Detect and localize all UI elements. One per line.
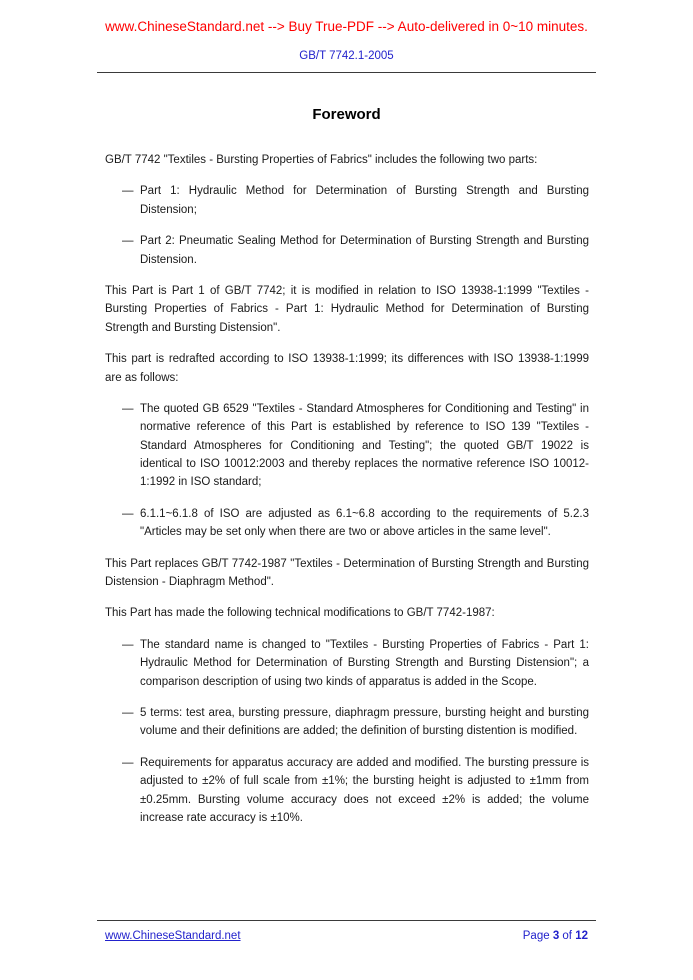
list-item-text: Requirements for apparatus accuracy are added and modified. The bursting pressure is adjusted to ±2% of full scale from ±1%; the bursting height is adjusted to ±1mm from ±0.25mm. Bursting volume accuracy does not exceed ±2% is added; the volume increase rate accuracy is ±10%.: [140, 756, 589, 824]
list-item-text: 5 terms: test area, bursting pressure, diaphragm pressure, bursting height and bursting volume and their definitions are added; the definition of bursting distention is modified.: [140, 706, 589, 738]
dash-marker: —: [122, 706, 134, 719]
footer-row: [97, 930, 596, 942]
list-item-text: The standard name is changed to "Textiles - Bursting Properties of Fabrics - Part 1: Hydraulic Method for Determination of Bursting Strength and Bursting Distension"; a comparison description of using two kinds of apparatus is added in the Scope.: [140, 638, 589, 688]
body-content: [97, 151, 596, 827]
list-item: [105, 704, 589, 741]
page-title: Foreword: [312, 106, 381, 123]
list-item-text: Part 2: Pneumatic Sealing Method for Determination of Bursting Strength and Bursting Distension.: [140, 235, 589, 266]
page-label-infix: of: [559, 930, 576, 942]
header-rule: [97, 72, 596, 73]
dash-marker: —: [122, 756, 134, 769]
list-item: [105, 232, 589, 269]
dash-marker: —: [122, 507, 134, 520]
dash-marker: —: [122, 185, 134, 198]
dash-marker: —: [122, 638, 134, 651]
list-item: [105, 754, 589, 828]
paragraph: GB/T 7742 "Textiles - Bursting Properties of Fabrics" includes the following two parts:: [105, 154, 538, 166]
page-indicator: [523, 930, 588, 942]
paragraph: This Part is Part 1 of GB/T 7742; it is modified in relation to ISO 13938-1:1999 "Textiles - Bursting Properties of Fabrics - Part 1: Hydraulic Method for Determination of Bursting Strength and Bursting Distension".: [105, 284, 589, 334]
dash-marker: —: [122, 402, 134, 415]
page-number: 3: [552, 930, 560, 942]
footer-rule: [97, 920, 596, 921]
paragraph: This Part replaces GB/T 7742-1987 "Textiles - Determination of Bursting Strength and Bursting Distension - Diaphragm Method".: [105, 557, 589, 589]
list-item: [105, 636, 589, 691]
page-total: 12: [575, 930, 588, 942]
paragraph: This part is redrafted according to ISO 13938-1:1999; its differences with ISO 13938-1:1999 are as follows:: [105, 353, 589, 384]
list-item-text: Part 1: Hydraulic Method for Determination of Bursting Strength and Bursting Distension;: [140, 185, 589, 216]
page-footer: [97, 920, 596, 942]
promo-banner: www.ChineseStandard.net --> Buy True-PDF --> Auto-delivered in 0~10 minutes.: [105, 19, 588, 34]
list-item: [105, 505, 589, 542]
doc-number: GB/T 7742.1-2005: [299, 50, 394, 62]
list-item-text: The quoted GB 6529 "Textiles - Standard Atmospheres for Conditioning and Testing" in normative reference of this Part is established by reference to ISO 139 "Textiles - Standard Atmospheres for Conditioning and Testing"; the quoted GB/T 19022 is identical to ISO 10012:2003 and thereby replaces the normative reference ISO 10012-1:1992 in ISO standard;: [140, 402, 589, 489]
list-item-text: 6.1.1~6.1.8 of ISO are adjusted as 6.1~6.8 according to the requirements of 5.2.3 "Articles may be set only when there are two or above articles in the same level".: [140, 507, 589, 539]
list-item: [105, 182, 589, 219]
dash-marker: —: [122, 235, 134, 248]
footer-link[interactable]: www.ChineseStandard.net: [105, 930, 241, 942]
paragraph: This Part has made the following technical modifications to GB/T 7742-1987:: [105, 607, 495, 620]
page-label-prefix: Page: [522, 930, 553, 942]
list-item: [105, 400, 589, 492]
